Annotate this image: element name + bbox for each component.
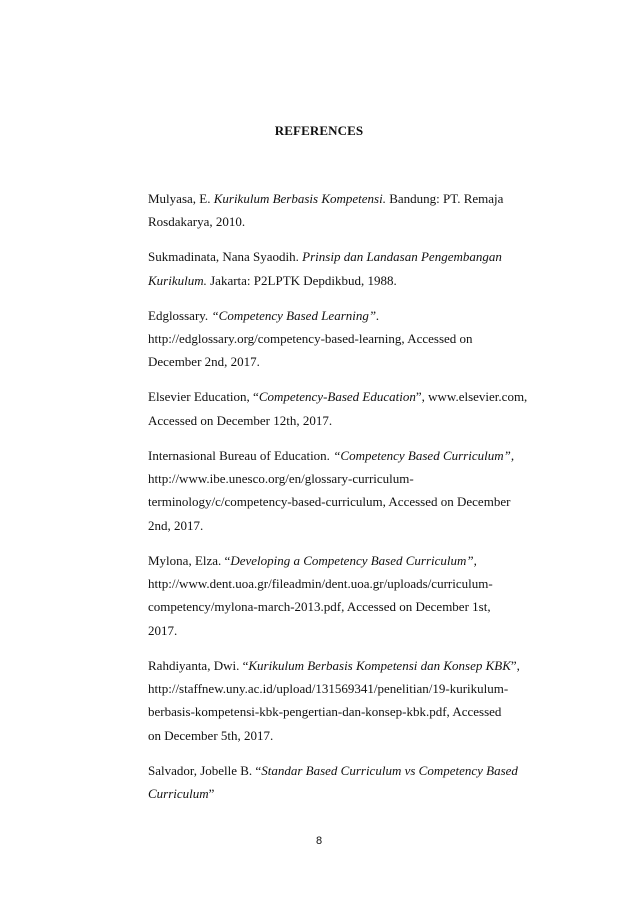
reference-line: [148, 467, 558, 490]
reference-text: December 2nd, 2017.: [148, 354, 260, 370]
reference-line: [148, 572, 558, 595]
reference-text: http://staffnew.uny.ac.id/upload/131569341/penelitian/19-kurikulum-: [148, 681, 509, 697]
reference-entry: [148, 245, 558, 292]
reference-title-text: Developing a Competency Based Curriculum”,: [230, 552, 477, 568]
page-number: 8: [315, 835, 323, 847]
reference-text: Edglossary.: [148, 307, 212, 323]
reference-line: [148, 245, 558, 268]
reference-title-text: Kurikulum Berbasis Kompetensi.: [213, 191, 386, 206]
reference-text: Bandung: PT. Remaja: [385, 191, 504, 206]
reference-text: Rahdiyanta, Dwi. “: [148, 657, 249, 673]
reference-text: Elsevier Education, “: [148, 389, 259, 405]
reference-text: on December 5th, 2017.: [148, 727, 274, 743]
reference-text: ”, www.elsevier.com,: [415, 389, 528, 405]
reference-line: [148, 619, 558, 642]
page-title: REFERENCES: [274, 123, 364, 138]
reference-title-text: Kurikulum.: [148, 272, 207, 288]
reference-line: [148, 595, 558, 618]
reference-entry: [148, 304, 558, 374]
reference-text: http://edglossary.org/competency-based-learning, Accessed on: [148, 331, 473, 347]
reference-list: [148, 187, 558, 817]
reference-line: [148, 187, 558, 210]
reference-line: [148, 444, 558, 467]
reference-title-text: “Competency Based Curriculum”,: [333, 447, 515, 463]
reference-entry: [148, 759, 558, 806]
reference-line: [148, 327, 558, 350]
reference-text: Accessed on December 12th, 2017.: [148, 412, 333, 428]
reference-title-text: Kurikulum Berbasis Kompetensi dan Konsep KBK: [248, 657, 511, 673]
reference-text: 2017.: [148, 622, 178, 638]
reference-text: Mylona, Elza. “: [148, 552, 231, 568]
reference-line: [148, 210, 558, 233]
reference-text: Jakarta: P2LPTK Depdikbud, 1988.: [206, 272, 397, 288]
reference-text: http://www.ibe.unesco.org/en/glossary-curriculum-: [148, 471, 414, 487]
reference-text: Salvador, Jobelle B. “: [148, 762, 262, 778]
reference-line: [148, 677, 558, 700]
reference-title-text: “Competency Based Learning”.: [211, 307, 380, 323]
reference-title-text: Prinsip dan Landasan Pengembangan: [302, 249, 502, 265]
reference-text: competency/mylona-march-2013.pdf, Accessed on December 1st,: [148, 599, 491, 615]
reference-text: berbasis-kompetensi-kbk-pengertian-dan-konsep-kbk.pdf, Accessed: [148, 704, 502, 720]
reference-text: terminology/c/competency-based-curriculum, Accessed on December: [148, 494, 511, 510]
reference-text: Internasional Bureau of Education.: [148, 447, 334, 463]
reference-title-text: Competency-Based Education: [258, 389, 416, 405]
reference-title-text: Standar Based Curriculum vs Competency Based: [261, 762, 518, 778]
reference-line: [148, 350, 558, 373]
reference-entry: [148, 187, 558, 234]
reference-line: [148, 514, 558, 537]
reference-text: ”,: [510, 657, 520, 673]
reference-entry: [148, 654, 558, 747]
reference-title-text: Curriculum: [148, 786, 209, 802]
reference-line: [148, 782, 558, 805]
reference-line: [148, 700, 558, 723]
reference-line: [148, 269, 558, 292]
reference-entry: [148, 385, 558, 432]
reference-line: [148, 724, 558, 747]
reference-line: [148, 385, 558, 408]
reference-line: [148, 654, 558, 677]
reference-line: [148, 490, 558, 513]
reference-text: http://www.dent.uoa.gr/fileadmin/dent.uoa.gr/uploads/curriculum-: [148, 576, 493, 592]
reference-line: [148, 409, 558, 432]
reference-line: [148, 304, 558, 327]
reference-text: 2nd, 2017.: [148, 517, 204, 533]
reference-line: [148, 759, 558, 782]
reference-text: Sukmadinata, Nana Syaodih.: [148, 249, 303, 265]
reference-line: [148, 549, 558, 572]
reference-entry: [148, 549, 558, 642]
reference-text: Rosdakarya, 2010.: [148, 214, 246, 230]
reference-text: Mulyasa, E.: [148, 191, 214, 206]
reference-entry: [148, 444, 558, 537]
reference-text: ”: [208, 786, 215, 802]
